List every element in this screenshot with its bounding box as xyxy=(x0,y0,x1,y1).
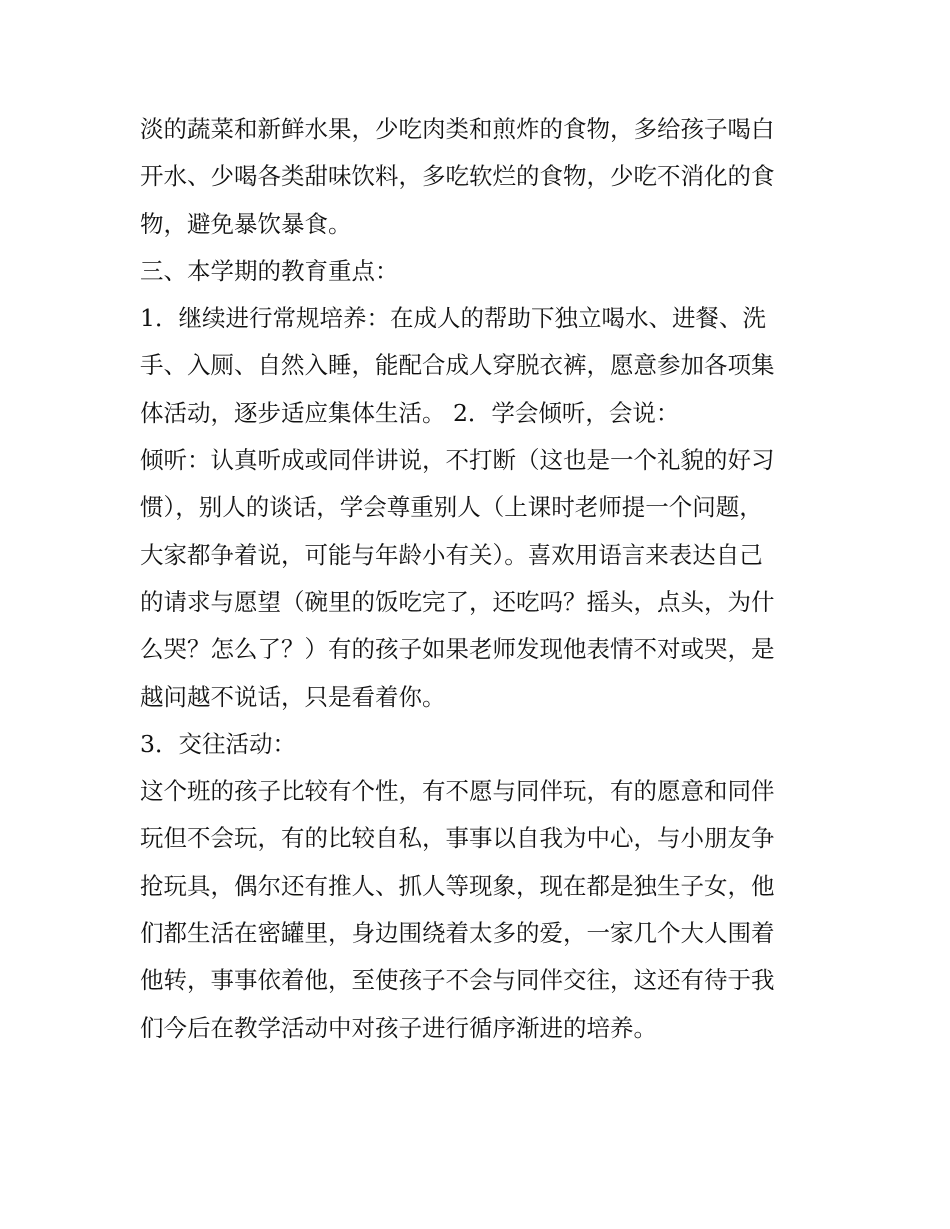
text-line: 们今后在教学活动中对孩子进行循序渐进的培养。 xyxy=(140,1013,657,1042)
text-line: 1．继续进行常规培养：在成人的帮助下独立喝水、进餐、洗 xyxy=(140,304,766,333)
subsection-heading: 3．交往活动： xyxy=(140,729,296,758)
text-line: 手、入厕、自然入睡，能配合成人穿脱衣裤，愿意参加各项集 xyxy=(140,351,775,380)
text-line: 体活动，逐步适应集体生活。 2．学会倾听，会说： xyxy=(140,398,680,427)
text-line: 玩但不会玩，有的比较自私，事事以自我为中心，与小朋友争 xyxy=(140,824,775,853)
text-line: 抢玩具，偶尔还有推人、抓人等现象，现在都是独生子女，他 xyxy=(140,871,775,900)
text-line: 们都生活在密罐里，身边围绕着太多的爱，一家几个大人围着 xyxy=(140,919,775,948)
text-line: 倾听：认真听成或同伴讲说，不打断（这也是一个礼貌的好习 xyxy=(140,446,775,475)
text-line: 物，避免暴饮暴食。 xyxy=(140,209,352,238)
text-line: 的请求与愿望（碗里的饭吃完了，还吃吗？摇头，点头，为什 xyxy=(140,587,775,616)
text-line: 淡的蔬菜和新鲜水果，少吃肉类和煎炸的食物，多给孩子喝白 xyxy=(140,115,775,143)
text-line: 他转，事事依着他，至使孩子不会与同伴交往，这还有待于我 xyxy=(140,966,775,995)
section-heading: 三、本学期的教育重点： xyxy=(140,256,399,285)
text-line: 开水、少喝各类甜味饮料，多吃软烂的食物，少吃不消化的食 xyxy=(140,162,775,191)
text-line: 么哭？怎么了？）有的孩子如果老师发现他表情不对或哭，是 xyxy=(140,635,775,664)
document-body xyxy=(140,106,820,1052)
text-line: 这个班的孩子比较有个性，有不愿与同伴玩，有的愿意和同伴 xyxy=(140,777,775,806)
text-line: 惯），别人的谈话，学会尊重别人（上课时老师提一个问题， xyxy=(140,493,763,522)
text-line: 越问越不说话，只是看着你。 xyxy=(140,682,446,711)
text-line: 大家都争着说，可能与年龄小有关）。喜欢用语言来表达自己 xyxy=(140,540,763,569)
